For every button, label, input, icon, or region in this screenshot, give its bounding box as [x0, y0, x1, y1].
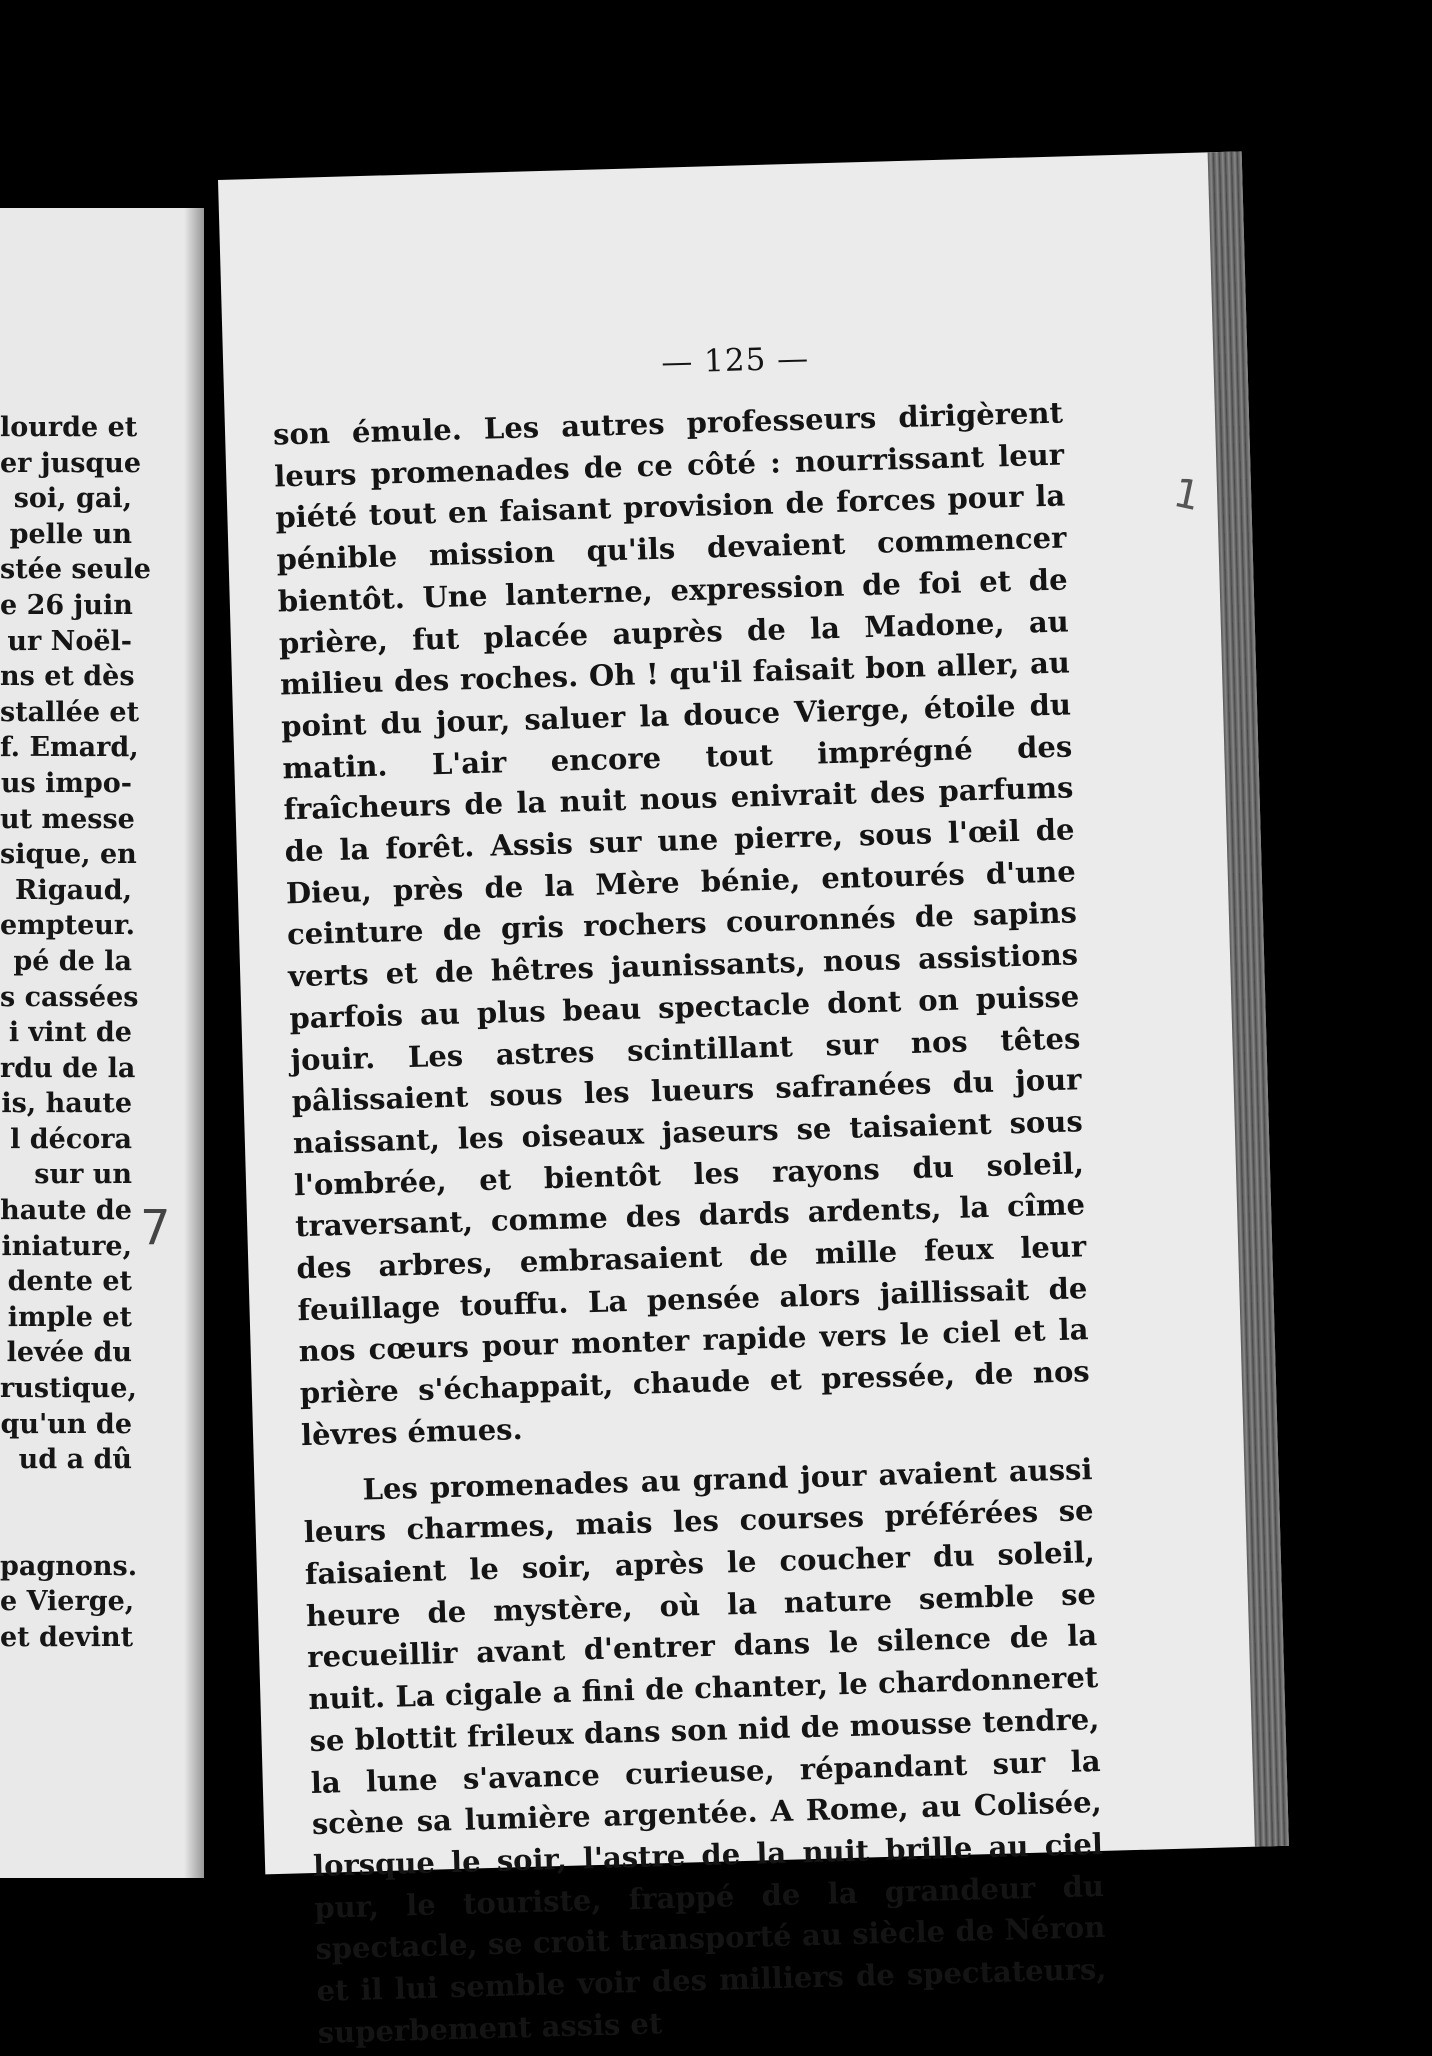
left-page-line: sur un [34, 1159, 132, 1191]
left-page-line: dente et [7, 1266, 132, 1298]
left-page-line: i vint de [8, 1017, 132, 1049]
page-edge [1208, 151, 1289, 1846]
left-page-line: ur Noël- [7, 625, 132, 657]
page-number: — 125 — [660, 340, 810, 381]
left-page-line: f. Emard, [0, 732, 139, 764]
left-page-line: soi, gai, [13, 483, 132, 515]
left-page-line: stallée et [0, 696, 140, 728]
left-page-line: ns et dès [0, 661, 135, 693]
book-spine [204, 200, 224, 1880]
left-page-line: er jusque [0, 447, 142, 479]
left-page-line: qu'un de [0, 1408, 132, 1440]
left-page-gap [0, 1478, 132, 1549]
left-page-line: e Vierge, [0, 1586, 135, 1618]
paragraph-2: Les promenades au grand jour avaient aussi leurs charmes, mais les courses préférées se faisaient le soir, après le coucher du soleil, heure de mystère, où la nature semble se recueillir avant d'entrer dans le silence de la nuit. La cigale a fini de chanter, le chardonneret se blottit frileux dans son nid de mousse tendre, la lune s'avance curieuse, répandant sur la scène sa lumière argentée. A Rome, au Colisée, lorsque le soir, l'astre de la nuit brille au ciel pur, le touriste, frappé de la grandeur du spectacle, se croit transporté au siècle de Néron et il lui semble voir des milliers de spectateurs, superbement assis et [303, 1451, 1107, 2050]
left-page-line: us impo- [0, 767, 132, 799]
left-page [0, 208, 204, 1878]
left-page-line: pelle un [9, 518, 132, 550]
gutter-shadow [184, 208, 204, 1878]
left-page-line: et devint [0, 1622, 134, 1653]
left-page-line: Rigaud, [15, 874, 132, 906]
left-page-line: pagnons. [0, 1550, 138, 1582]
left-page-line: haute de [0, 1195, 132, 1227]
left-page-line: imple et [7, 1301, 132, 1333]
left-page-line: rdu de la [0, 1052, 136, 1084]
page-body-text [273, 393, 1108, 2055]
left-page-line: rustique, [0, 1373, 137, 1405]
left-page-line: e 26 juin [0, 589, 133, 621]
left-page-line: ut messe [0, 803, 135, 835]
left-page-line: stée seule [0, 554, 151, 586]
left-page-line: s cassées [0, 981, 139, 1013]
right-page [218, 151, 1289, 2050]
paragraph-1: son émule. Les autres professeurs dirigèrent leurs promenades de ce côté : nourrissant leur piété tout en faisant provision de forces pour la pénible mission qu'ils devaient commencer bientôt. Une lanterne, expression de foi et de prière, fut placée auprès de la Madone, au milieu des roches. Oh ! qu'il faisait bon aller, au point du jour, saluer la douce Vierge, étoile du matin. L'air encore tout imprégné des fraîcheurs de la nuit nous enivrait des parfums de la forêt. Assis sur une pierre, sous l'œil de Dieu, près de la Mère bénie, entourés d'une ceinture de gris rochers couronnés de sapins verts et de hêtres jaunissants, nous assistions parfois au plus beau spectacle dont on puisse jouir. Les astres scintillant sur nos têtes pâlissaient sous les lueurs safranées du jour naissant, les oiseaux jaseurs se taisaient sous l'ombrée, et bientôt les rayons du soleil, traversant, comme des dards ardents, la cîme des arbres, embrasaient de mille feux leur feuillage touffu. La pensée alors jaillissait de nos cœurs pour monter rapide vers le ciel et la prière s'échappait, chaude et pressée, de nos lèvres émues. [272, 395, 1091, 1453]
left-page-line: levée du [6, 1337, 132, 1369]
left-page-line: ud a dû [18, 1444, 132, 1476]
left-page-text [0, 410, 151, 1656]
left-page-line: pé de la [13, 945, 132, 977]
handwritten-margin-mark-left: 7 [140, 1200, 171, 1256]
handwritten-margin-mark-right: 1 [1169, 469, 1204, 521]
left-page-line: iniature, [1, 1230, 132, 1262]
left-page-line: is, haute [1, 1088, 132, 1120]
left-page-line: l décora [10, 1123, 132, 1155]
left-page-line: sique, en [0, 839, 137, 871]
left-page-line: empteur. [0, 910, 136, 942]
left-page-line: lourde et [0, 412, 138, 443]
